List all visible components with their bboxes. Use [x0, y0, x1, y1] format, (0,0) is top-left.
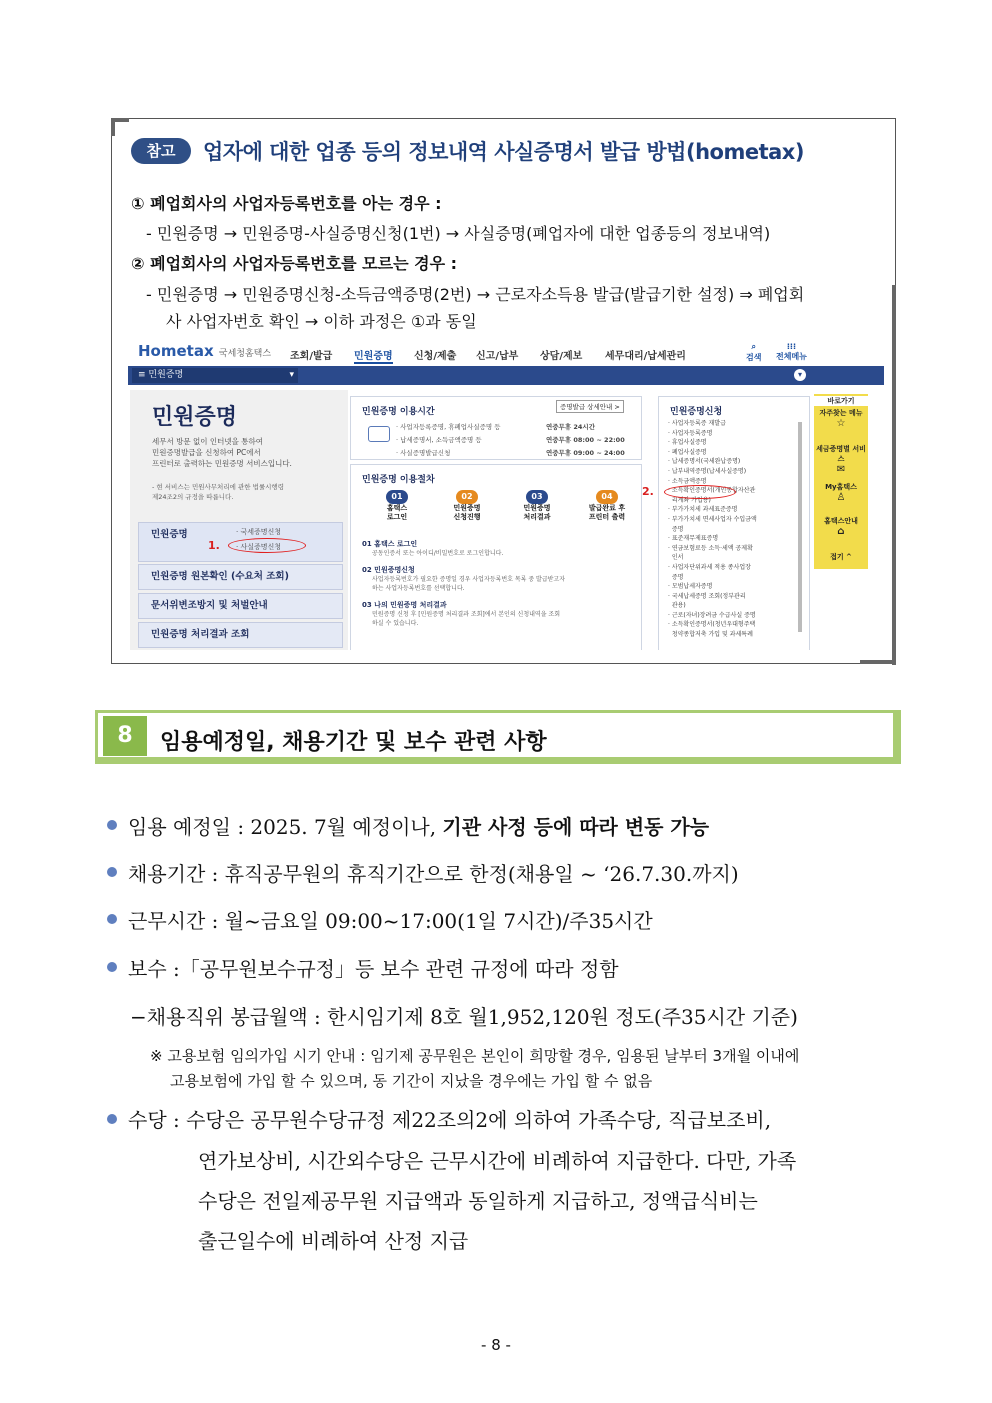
section-number: 8 — [117, 723, 133, 748]
sub-nav-select[interactable]: ≡ 민원증명 ▾ — [132, 368, 298, 383]
case1-text: - 민원증명 → 민원증명-사실증명신청(1번) → 사실증명(폐업자에 대한 업종등의 정보내역) — [146, 224, 771, 243]
usage-time: 연중무휴 09:00 ~ 24:00 — [546, 449, 625, 457]
usage-time: 연중무휴 24시간 — [546, 423, 595, 431]
sidebar-button[interactable]: 문서위변조방지 및 처벌안내 — [138, 593, 343, 619]
apply-list-item[interactable]: · 국세납세증명 조회(정부관리 — [668, 592, 746, 600]
page-heading: 민원증명 — [152, 405, 238, 430]
all-menu-button[interactable]: ⁝⁝⁝ 전체메뉴 — [776, 342, 807, 361]
highlight-oval-2 — [664, 485, 736, 499]
apply-list-item[interactable]: 리계좌 가입용) — [668, 496, 711, 504]
sub-nav-bar — [128, 366, 884, 385]
item-appointment-date: 임용 예정일 : 2025. 7월 예정이나, 기관 사정 등에 따라 변동 가능 — [128, 815, 710, 839]
section-title: 임용예정일, 채용기간 및 보수 관련 사항 — [160, 730, 547, 755]
apply-list-item[interactable]: · 폐업사실증명 — [668, 448, 707, 456]
reference-box-corner — [111, 118, 129, 136]
bullet-icon — [107, 820, 117, 830]
menu-item[interactable]: 상담/제보 — [540, 351, 583, 362]
apply-list-item[interactable]: · 사업자등록증 재발급 — [668, 420, 726, 427]
reference-title: 업자에 대한 업종 등의 정보내역 사실증명서 발급 방법(hometax) — [203, 140, 804, 164]
intro-text: 세무서 방문 없이 인터넷을 통하여 민원증명발급을 신청하여 PC에서 프린터로 출력하는 민원증명 서비스입니다. — [152, 437, 292, 468]
menu-item[interactable]: 조회/발급 — [290, 351, 333, 362]
quick-link[interactable]: 홈택스안내 ⌂ — [816, 516, 866, 537]
apply-list-item[interactable]: · 납부내역증명(납세사실증명) — [668, 467, 747, 475]
apply-list-item[interactable]: · 부가가치세 과세표준증명 — [668, 506, 738, 514]
usage-item: · 사실증명발급신청 — [396, 449, 451, 457]
case2-heading: ② 폐업회사의 사업자등록번호를 모르는 경우 : — [131, 254, 458, 273]
apply-list-item[interactable]: · 납세증명서(국세완납증명) — [668, 458, 741, 466]
item-allowance-line3: 수당은 전일제공무원 지급액과 동일하게 지급하고, 정액급식비는 — [198, 1189, 758, 1213]
step-label: 민원증명 신청진행 — [453, 504, 481, 521]
menu-item-active[interactable]: 민원증명 — [354, 347, 393, 364]
item-allowance-line4: 출근일수에 비례하여 산정 지급 — [198, 1229, 469, 1253]
collapse-button[interactable]: 접기 ^ — [830, 553, 852, 561]
reference-box-edge — [860, 660, 896, 664]
usage-item: · 납세증명서, 소득금액증명 등 — [396, 436, 482, 444]
apply-list-item[interactable]: · 소득금액증명 — [668, 477, 707, 485]
step-number: 03 — [526, 490, 548, 504]
user-icon: ♙ — [836, 492, 846, 503]
apply-list-item[interactable]: 증명 — [668, 573, 684, 581]
scrollbar[interactable] — [798, 422, 802, 632]
quick-link[interactable]: 세금증명별 서비스 ✉ — [816, 445, 866, 475]
bullet-icon — [107, 867, 117, 877]
sidebar-button[interactable]: 민원증명 원본확인 (수요처 조회) — [138, 564, 343, 590]
case1-heading: ① 폐업회사의 사업자등록번호를 아는 경우 : — [131, 194, 442, 213]
apply-list-item[interactable]: · 휴업사실증명 — [668, 439, 707, 447]
apply-list-item[interactable]: 청약종합저축 가입 및 과세특례 — [668, 631, 753, 639]
search-icon: ⌕ — [751, 342, 756, 351]
apply-list-item[interactable]: 인서 — [668, 554, 684, 562]
apply-list-item[interactable]: · 모범납세자증명 — [668, 583, 713, 591]
search-button[interactable]: ⌕ 검색 — [746, 342, 762, 362]
apply-list — [668, 419, 757, 640]
usage-item: · 사업자등록증명, 휴폐업사실증명 등 — [396, 423, 501, 431]
step-label: 발급완료 후 프린터 출력 — [588, 504, 626, 521]
process-desc: 01 홈택스 로그인 공동인증서 또는 아이디/비밀번호로 로그인합니다. 02 민원증명신청 사업자등록번호가 필요한 증명일 경우 사업자등록번호 목록 중 발급받고자 하는 사업자등록번호를 선택합니다. 03 나의 민원증명 처리결과 민원증명 신청 후 [민원증명 처리결과 조회]에서 본인의 신청내역을 조회 하실 수 있습니다. — [362, 540, 566, 627]
hometax-screenshot — [128, 338, 884, 650]
menu-item[interactable]: 세무대리/납세관리 — [605, 351, 686, 362]
guide-button[interactable]: 증명발급 상세안내 > — [556, 400, 624, 413]
apply-list-item[interactable]: · 연금보험료등 소득·세액 공제확 — [668, 544, 753, 552]
item-work-hours: 근무시간 : 월~금요일 09:00~17:00(1일 7시간)/주35시간 — [128, 909, 653, 933]
usage-time-title: 민원증명 이용시간 — [362, 407, 435, 417]
marker-2: 2. — [642, 485, 654, 498]
apply-list-item[interactable]: · 소득확인증명서(청년우대형주택 — [668, 621, 756, 629]
case2-text-line1: - 민원증명 → 민원증명신청-소득금액증명(2번) → 근로자소득용 발급(발급기한 설정) ⇒ 폐업회 — [146, 285, 805, 304]
apply-list-item[interactable]: · 부가가치세 면세사업자 수입금액 — [668, 515, 757, 523]
item-pay-detail: −채용직위 봉급월액 : 한시임기제 8호 월1,952,120원 정도(주35시간 기준) — [130, 1005, 798, 1029]
clock-icon — [368, 426, 390, 442]
bullet-icon — [107, 914, 117, 924]
dropdown-icon: ▾ — [289, 370, 294, 380]
apply-list-item[interactable]: · 표준재무제표증명 — [668, 535, 719, 543]
sidebar-sub-fact-cert[interactable]: · 사실증명신청 — [236, 543, 282, 551]
menu-item[interactable]: 신청/제출 — [414, 351, 457, 362]
step-number: 04 — [596, 490, 618, 504]
quick-link[interactable]: My홈택스 ♙ — [816, 482, 866, 503]
hometax-logo[interactable]: Hometax 국세청홈택스 — [138, 342, 272, 360]
insurance-note-line1: ※ 고용보험 임의가입 시기 안내 : 임기제 공무원은 본인이 희망할 경우, 임용된 날부터 3개월 이내에 — [150, 1047, 800, 1065]
marker-1: 1. — [208, 539, 220, 552]
process-title: 민원증명 이용절차 — [362, 475, 435, 485]
apply-list-item[interactable]: 관용) — [668, 602, 686, 610]
usage-time: 연중무휴 08:00 ~ 22:00 — [546, 436, 625, 444]
step-label: 민원증명 처리결과 — [523, 504, 551, 521]
item-pay: 보수 :「공무원보수규정」등 보수 관련 규정에 따라 정함 — [128, 957, 619, 981]
quick-link[interactable]: 자주찾는 메뉴 ☆ — [816, 408, 866, 429]
item-employment-period: 채용기간 : 휴직공무원의 휴직기간으로 한정(채용일 ~ ‘26.7.30.까지) — [128, 862, 739, 886]
sidebar-menu-civil[interactable]: 민원증명 — [138, 522, 343, 562]
apply-list-item[interactable]: · 사업자단위과세 적용 종사업장 — [668, 563, 751, 571]
page-number: - 8 - — [481, 1336, 511, 1354]
mail-icon: ✉ — [836, 464, 846, 475]
sidebar-sub-national-tax[interactable]: · 국세증명신청 — [236, 528, 282, 536]
apply-title: 민원증명신청 — [670, 407, 723, 417]
reference-badge: 참고 — [131, 138, 191, 164]
apply-list-item[interactable]: · 사업자등록증명 — [668, 429, 713, 437]
menu-item[interactable]: 신고/납부 — [476, 351, 519, 362]
case2-text-line2: 사 사업자번호 확인 → 이하 과정은 ①과 동일 — [166, 312, 477, 331]
bullet-icon — [107, 1114, 117, 1124]
grid-icon: ⁝⁝⁝ — [786, 342, 797, 351]
apply-list-item[interactable]: · 근로(자녀)장려금 수급사실 증명 — [668, 611, 756, 619]
hometax-nav — [128, 338, 884, 367]
home-icon: ⌂ — [837, 526, 845, 537]
bullet-icon — [107, 962, 117, 972]
reference-box-edge — [892, 285, 896, 665]
apply-list-item[interactable]: 증명 — [668, 525, 684, 533]
chevron-down-icon[interactable]: ▾ — [794, 369, 806, 381]
law-text: - 현 서비스는 민원사무처리에 관한 법률시행령 제24조2의 규정을 따릅니다. — [152, 483, 284, 501]
step-label: 홈택스 로그인 — [386, 504, 408, 521]
step-number: 01 — [386, 490, 408, 504]
insurance-note-line2: 고용보험에 가입 할 수 있으며, 동 기간이 지났을 경우에는 가입 할 수 없음 — [170, 1072, 653, 1090]
step-number: 02 — [456, 490, 478, 504]
highlight-oval-1 — [228, 538, 306, 553]
item-allowance-line2: 연가보상비, 시간외수당은 근무시간에 비례하여 지급한다. 다만, 가족 — [198, 1149, 797, 1173]
item-allowance-line1: 수당 : 수당은 공무원수당규정 제22조의2에 의하여 가족수당, 직급보조비, — [128, 1108, 772, 1132]
sidebar-button[interactable]: 민원증명 처리결과 조회 — [138, 622, 343, 648]
star-icon: ☆ — [836, 418, 846, 429]
apply-list-item[interactable]: · 소득확인증명서(개인종합자산관 — [668, 487, 756, 495]
quick-links-title: 바로가기 — [814, 396, 868, 406]
